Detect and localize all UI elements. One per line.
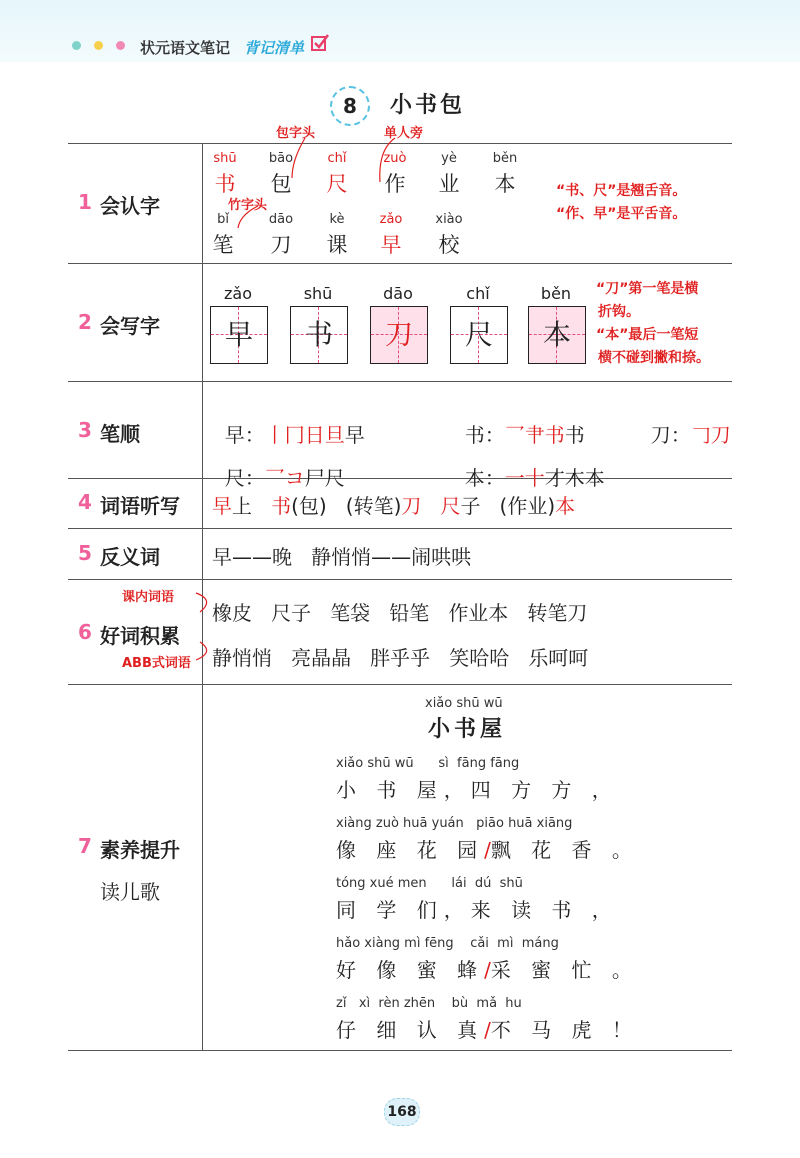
pinyin-bi: bǐ [217, 212, 229, 227]
word: 亮晶晶 [291, 646, 352, 670]
stroke-step: 才 [544, 466, 565, 490]
poem-pinyin-2: xiàng zuò huā yuán piāo huā xiāng [336, 816, 573, 831]
poem-text: 飘 花 香 。 [490, 838, 639, 862]
note-flat-tongue: “作、早”是平舌音。 [556, 206, 687, 222]
pinyin-ke: kè [329, 212, 345, 227]
stroke-step: 木 [564, 466, 585, 490]
write-pinyin-zao: zǎo [224, 284, 252, 303]
section-6-number: 6 [78, 620, 92, 644]
char-ke: 课 [326, 233, 348, 257]
write-pinyin-chi: chǐ [466, 284, 490, 303]
pause-slash: / [484, 958, 491, 982]
section-7-sublabel: 读儿歌 [100, 880, 160, 904]
word: 胖乎乎 [370, 646, 431, 670]
stroke-step: 尺 [324, 466, 345, 490]
stroke-step: 刀 [710, 423, 731, 447]
stroke-step: コ [284, 466, 305, 490]
poem-line-3 [336, 894, 619, 923]
stroke-step: 本 [584, 466, 605, 490]
writing-grid-ben [528, 306, 586, 364]
annotation-zhu-radical: 竹字头 [228, 198, 268, 213]
note-dao-2: 折钩。 [598, 304, 640, 320]
char-ye: 业 [438, 172, 460, 196]
section-4-number: 4 [78, 490, 92, 514]
section-5-number: 5 [78, 541, 92, 565]
write-char-chi: 尺 [464, 318, 493, 351]
writing-grid-shu [290, 306, 348, 364]
char-dao: 刀 [270, 233, 292, 257]
dictation-char: 子 [460, 494, 481, 518]
char-xiao: 校 [438, 233, 460, 257]
char-bi: 笔 [212, 233, 234, 257]
section-7-number: 7 [78, 834, 92, 858]
writing-grid-chi [450, 306, 508, 364]
stroke-step: 书 [564, 423, 585, 447]
page-number: 168 [384, 1098, 420, 1126]
poem-line-5 [336, 1014, 639, 1043]
dictation-char: 早 [212, 494, 232, 518]
stroke-order-dao [638, 395, 731, 448]
dictation-char: (作业) [499, 494, 556, 518]
note-dao-1: “刀”第一笔是横 [596, 281, 699, 297]
word: 转笔刀 [527, 601, 588, 625]
stroke-step: 旦 [324, 423, 345, 447]
poem-line-1 [336, 774, 619, 803]
section-1-label: 会认字 [100, 194, 160, 218]
header-title: 状元语文笔记 [140, 39, 231, 57]
antonyms: 早——晚 静悄悄——闹哄哄 [212, 545, 472, 569]
stroke-step: 早 [344, 423, 365, 447]
pinyin-zuo: zuò [383, 151, 407, 166]
pinyin-zao: zǎo [379, 212, 403, 227]
poem-text: 不 马 虎 ！ [490, 1018, 639, 1042]
poem-text: 像 座 花 园 [336, 838, 485, 862]
poem-pinyin-3: tóng xué men lái dú shū [336, 876, 523, 891]
poem-text: ，来 读 书 ， [443, 898, 619, 922]
char-ben: 本 [494, 172, 516, 196]
write-char-dao: 刀 [384, 318, 413, 351]
dictation-char: 本 [555, 494, 576, 518]
dictation-char: (转笔) [345, 494, 402, 518]
char-bao: 包 [270, 172, 292, 196]
poem-text: 好 像 蜜 蜂 [336, 958, 485, 982]
write-pinyin-dao: dāo [383, 284, 413, 303]
pinyin-xiao: xiào [435, 212, 463, 227]
dictation-words [212, 490, 575, 519]
annotation-bao-radical: 包字头 [276, 126, 316, 141]
stroke-step: ⺺ [524, 423, 545, 447]
word: 铅笔 [389, 601, 430, 625]
pinyin-ye: yè [441, 151, 457, 166]
section-2-label: 会写字 [100, 314, 160, 338]
poem-line-4 [336, 954, 639, 983]
note-ben-1: “本”最后一笔短 [596, 327, 699, 343]
write-pinyin-ben: běn [540, 284, 572, 303]
note-retroflex: “书、尺”是翘舌音。 [556, 183, 687, 199]
stroke-label-chi: 尺： [224, 466, 265, 490]
annotation-abb-words: ABB式词语 [122, 656, 191, 671]
stroke-step: 乛 [504, 423, 525, 447]
stroke-order-chi [212, 438, 345, 491]
word-list-row-1 [212, 597, 587, 626]
char-shu: 书 [214, 172, 236, 196]
write-char-ben: 本 [542, 318, 571, 351]
dictation-char: 刀 [401, 494, 422, 518]
note-ben-2: 横不碰到撇和捺。 [598, 350, 710, 366]
stroke-step: 尸 [304, 466, 325, 490]
poem-text: 小 书 屋 [336, 778, 444, 802]
stroke-step: 𠃌 [690, 423, 711, 447]
stroke-step: 一 [504, 466, 525, 490]
word: 笔袋 [330, 601, 371, 625]
word: 作业本 [448, 601, 509, 625]
annotation-in-class-words: 课内词语 [122, 590, 175, 605]
poem-pinyin-5: zǐ xì rèn zhēn bù mǎ hu [336, 996, 522, 1011]
stroke-label-shu: 书： [464, 423, 505, 447]
pause-slash: / [484, 838, 491, 862]
pinyin-dao: dāo [268, 212, 294, 227]
header-subtitle: 背记清单 [244, 39, 305, 57]
poem-text: 采 蜜 忙 。 [490, 958, 639, 982]
stroke-order-ben [452, 438, 605, 491]
poem-title-pinyin: xiǎo shū wū [425, 696, 503, 711]
dictation-char: 尺 [440, 494, 461, 518]
pinyin-chi: chǐ [327, 151, 347, 166]
poem-line-2 [336, 834, 639, 863]
dictation-char: 书 [271, 494, 292, 518]
word: 笑哈哈 [449, 646, 510, 670]
pause-slash: / [484, 1018, 491, 1042]
stroke-label-dao: 刀： [650, 423, 691, 447]
poem-text: 仔 细 认 真 [336, 1018, 485, 1042]
stroke-step: 冂 [284, 423, 305, 447]
lesson-number: 8 [330, 86, 370, 126]
section-3-label: 笔顺 [100, 422, 140, 446]
lesson-title: 小书包 [390, 93, 466, 118]
writing-grid-zao [210, 306, 268, 364]
pinyin-bao: bāo [268, 151, 294, 166]
char-zuo: 作 [384, 172, 406, 196]
stroke-step: 乛 [264, 466, 285, 490]
stroke-label-ben: 本： [464, 466, 505, 490]
section-5-label: 反义词 [100, 545, 160, 569]
poem-title: 小书屋 [428, 717, 507, 742]
stroke-step: 书 [544, 423, 565, 447]
writing-grid-dao [370, 306, 428, 364]
section-6-label: 好词积累 [100, 624, 180, 648]
poem-pinyin-1: xiǎo shū wū sì fāng fāng [336, 756, 520, 771]
section-3-number: 3 [78, 418, 92, 442]
dictation-char: 上 [232, 494, 252, 518]
char-chi: 尺 [326, 172, 348, 196]
stroke-step: 丨 [264, 423, 285, 447]
write-pinyin-shu: shū [303, 284, 333, 303]
write-char-shu: 书 [304, 318, 333, 351]
annotation-ren-radical: 单人旁 [384, 126, 424, 141]
stroke-label-zao: 早： [224, 423, 265, 447]
stroke-step: 十 [524, 466, 545, 490]
poem-text: 同 学 们 [336, 898, 444, 922]
section-2-number: 2 [78, 310, 92, 334]
pinyin-ben: běn [492, 151, 518, 166]
word-list-row-2 [212, 642, 588, 671]
section-7-label: 素养提升 [100, 838, 180, 862]
stroke-step: 日 [304, 423, 325, 447]
poem-text: ，四 方 方 ， [443, 778, 619, 802]
char-zao: 早 [380, 233, 402, 257]
pinyin-shu: shū [213, 151, 237, 166]
word: 橡皮 [212, 601, 252, 625]
word: 尺子 [271, 601, 312, 625]
word: 乐呵呵 [528, 646, 589, 670]
word: 静悄悄 [212, 646, 272, 670]
poem-pinyin-4: hǎo xiàng mì fēng cǎi mì máng [336, 936, 559, 951]
section-4-label: 词语听写 [100, 494, 180, 518]
section-1-number: 1 [78, 190, 92, 214]
dictation-char: (包) [291, 494, 327, 518]
write-char-zao: 早 [224, 318, 253, 351]
